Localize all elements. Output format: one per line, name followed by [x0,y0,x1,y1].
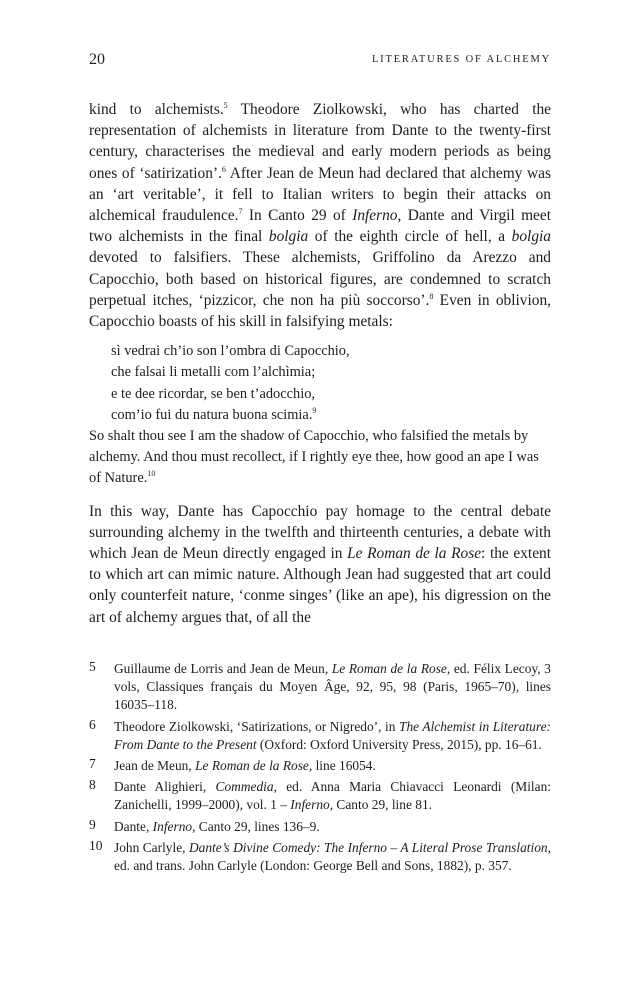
footnote-5 [89,660,551,715]
running-head: LITERATURES OF ALCHEMY [371,54,551,65]
italic-run: bolgia [268,228,309,246]
text-run: After Jean de Meun had declared that alchemy was an ‘art veritable’, it fell to Italian writers to begin their attacks on alchemical fraudulence. [89,164,551,225]
footnote-number: 5 [89,659,96,674]
text-run: of the eighth circle of hell, a [308,228,512,246]
text-run: , ed. Anna Maria Chiavacci Leonardi (Milan: Zanichelli, 1999–2000), vol. 1 – [114,779,551,813]
note-ref-6: 6 [221,164,226,174]
footnote-10 [89,839,551,875]
note-ref-10: 10 [147,469,156,479]
verse-quotation [111,341,551,426]
text-run: , ed. Félix Lecoy, 3 vols, Classiques français du Moyen Âge, 92, 95, 98 (Paris, 1965–70), lines 16035–118. [114,661,551,713]
text-run: Dante, [114,818,153,834]
text-run: Theodore Ziolkowski, who has charted the representation of alchemists in literature from Dante to the twenty-first century, characterises the medieval and early modern periods as being ones of ‘satirization’. [89,101,551,182]
page-header [89,51,551,73]
footnote-6 [89,718,551,754]
text-run: , Dante and Virgil meet two alchemists in the final [89,207,551,246]
verse-line-last [111,405,551,426]
text-run: , Canto 29, line 81. [329,797,432,813]
text-run: devoted to falsifiers. These alchemists, Griffolino da Arezzo and Capocchio, both based on historical figures, are condemned to scratch perpetual itches, ‘pizzicor, che non ha più soccorso’. [89,249,551,309]
text-run: , ed. and trans. John Carlyle (London: George Bell and Sons, 1882), p. 357. [114,839,551,874]
footnote-9 [89,818,551,836]
text-run: In this way, Dante has Capocchio pay homage to the central debate surrounding alchemy in the twelfth and thirteenth centuries, a debate with which Jean de Meun directly engaged in [89,502,551,563]
text-run: kind to alchemists. [89,101,224,118]
italic-run: bolgia [511,228,551,246]
note-ref-7: 7 [238,206,243,216]
page-number: 20 [89,51,105,68]
text-run: Guillaume de Lorris and Jean de Meun, [114,661,332,676]
verse-line: sì vedrai ch’io son l’ombra di Capocchio, [111,343,350,360]
text-run: John Carlyle, [114,839,189,855]
italic-run: Le Roman de la Rose [331,661,447,676]
text-run: (Oxford: Oxford University Press, 2015), pp. 16–61. [256,736,542,752]
footnote-7 [89,757,551,775]
text-run: Jean de Meun, [114,758,196,774]
italic-run: Le Roman de la Rose [195,758,309,774]
text-run: Dante Alighieri, [114,779,216,795]
verse-line: e te dee ricordar, se ben t’adocchio, [111,385,315,402]
translation-text: So shalt thou see I am the shadow of Capocchio, who falsified the metals by alchemy. And thou must recollect, if I rightly eye thee, how good an ape I was of Nature. [89,428,539,487]
note-ref-9: 9 [312,406,317,416]
note-ref-8: 8 [429,291,434,301]
paragraph-2 [89,501,551,628]
paragraph-1 [89,99,551,332]
footnote-number: 7 [89,756,96,772]
footnote-number: 9 [89,816,96,832]
footnote-8 [89,778,551,814]
text-run: Theodore Ziolkowski, ‘Satirizations, or Nigredo’, in [114,718,399,734]
italic-run: Commedia [215,779,274,795]
footnote-number: 10 [89,837,103,853]
note-ref-5: 5 [223,100,228,110]
translation-quotation [89,426,551,490]
text-run: , Canto 29, lines 136–9. [192,818,320,834]
italic-run: Inferno [152,818,193,834]
italic-run: Dante’s Divine Comedy: The Inferno – A Literal Prose Translation [188,839,548,855]
italic-run: Inferno [352,207,398,225]
verse-line: che falsai li metalli com l’alchìmia; [111,364,316,381]
text-run: : the extent to which art can mimic nature. Although Jean had suggested that art could only counterfeit nature, ‘conme singes’ (like an ape), his digression on the art of alchemy argues that, of all the [89,545,551,626]
main-text [89,99,551,628]
verse-text: com’io fui du natura buona scimia. [111,406,313,423]
text-run: Even in oblivion, Capocchio boasts of his skill in falsifying metals: [89,291,551,331]
text-run: , line 16054. [308,758,376,774]
text-run: In Canto 29 of [242,207,353,225]
footnote-number: 8 [89,777,96,793]
italic-run: Le Roman de la Rose [347,545,482,563]
italic-run: The Alchemist in Literature: From Dante to the Present [114,718,551,752]
footnote-number: 6 [89,716,96,732]
italic-run: Inferno [290,797,330,813]
footnotes [89,660,551,878]
